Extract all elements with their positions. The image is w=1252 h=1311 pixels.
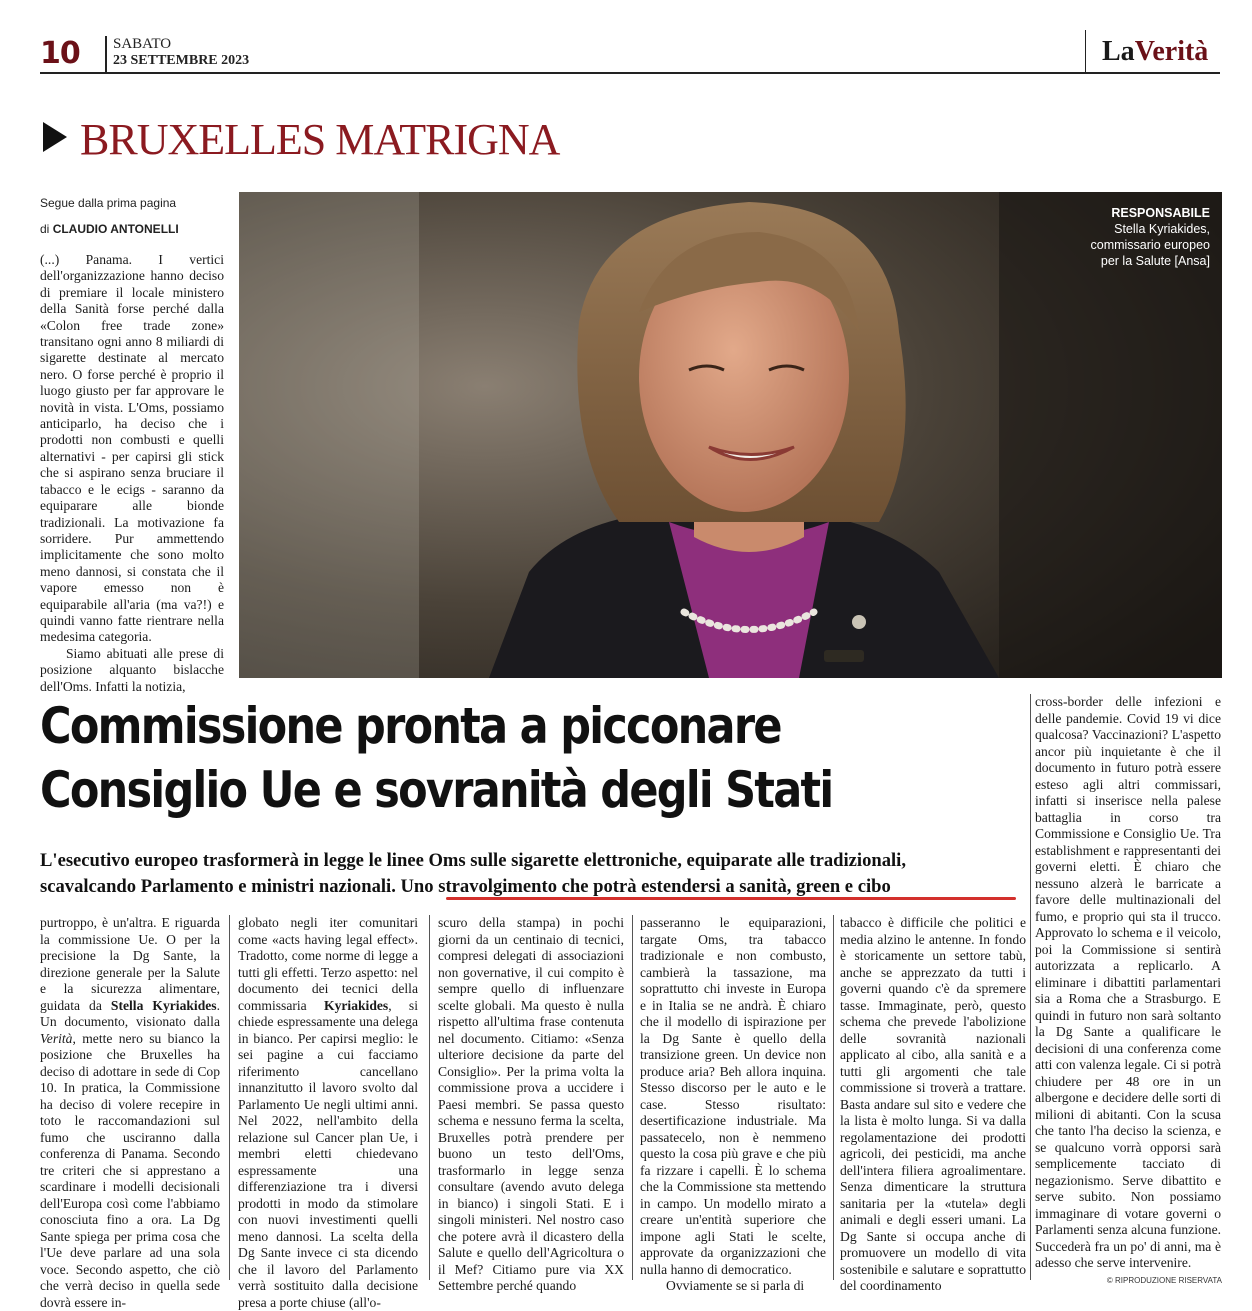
subheadline: [40, 848, 1040, 900]
section-title: BRUXELLES MATRIGNA: [80, 115, 560, 164]
column-divider: [632, 915, 633, 1280]
column-text: [40, 915, 220, 1311]
header-divider-right: [1085, 30, 1086, 74]
text-run: globato negli iter comunitari come «acts having legal effect». Tradotto, come norme di legge a tutti gli effetti. Terzo aspetto: nel documento dei tecnici della commissaria: [238, 915, 418, 1013]
column-divider: [1030, 694, 1031, 1280]
intro-paragraph: (...) Panama. I vertici dell'organizzazione hanno deciso di premiare il locale ministero della Sanità forse perché dalla «Colon free trade zone» transitano ogni anno 8 miliardi di sigarette destinate al mercato nero. O forse perché è proprio il luogo giusto per far approvare le novità in vista. L'Oms, possiamo anticiparlo, ha deciso che i prodotti non combusti e quelli alternativi - per capirsi gli stick che si aspirano senza bruciare il tabacco e le ecigs - saranno da equiparare alle bionde tradizionali. La motivazione fa sorridere. Pur ammettendo implicitamente che sono molto meno dannosi, si constata che il vapore emesso non è equiparabile all'aria (ma va?!) e quindi vanno fatte rientrare nella medesima categoria.: [40, 252, 224, 645]
intro-column: [40, 252, 224, 694]
continued-note: Segue dalla prima pagina: [40, 196, 177, 210]
column-text: [238, 915, 418, 1311]
column-text: scuro della stampa) in pochi giorni da un centinaio di tecnici, compresi delegati di associazioni non governative, il cui compito è sempre quello di influenzare scelte globali. Ma questo è nulla rispetto all'ultima frase contenuta nel documento. Citiamo: «Senza ulteriore decisione da parte del Consiglio». Per la prima volta la commissione prova a uccidere i Paesi membri. Se passa questo schema e nessuno ferma la scelta, Bruxelles potrà prendere per buono un testo dell'Oms, trasformarlo in legge senza consultare (avendo avuto delega in bianco) i singoli Stati. E i singoli ministeri. Nel nostro caso che potere avrà il dicastero della Salute e quello dell'Agricoltura o il Mef? Citiamo pure via XX Settembre perché quando: [438, 915, 624, 1293]
text-run: . Un documento, visionato dalla: [40, 997, 220, 1029]
subhead-line: L'esecutivo europeo trasformerà in legge le linee Oms sulle sigarette elettroniche, equiparate alle tradizionali,: [40, 850, 906, 871]
text-run: , si chiede espressamente una delega in bianco. Per capirsi meglio: le sei pagine a cui facciamo riferimento cancellano innanzitutto il lavoro svolto dal Parlamento Ue negli ultimi anni. Nel 2022, nell'ambito della relazione sul Cancer plan Ue, i membri eletti chiedevano espressamente una differenziazione tra i diversi prodotti in modo da stimolare con nuovi investimenti quelli meno dannosi. La scelta della Dg Sante invece ci sta dicendo che il lavoro del Parlamento verrà sostituito dalla decisione presa a porte chiuse (all'o-: [238, 997, 418, 1310]
copyright-note: © RIPRODUZIONE RISERVATA: [1106, 1276, 1222, 1285]
subhead-highlight: Uno stravolgimento che potrà estendersi a sanità, green e cibo: [400, 876, 891, 897]
article-column-right: [1035, 694, 1221, 1280]
byline: [40, 222, 179, 236]
portrait-illustration: [239, 192, 1222, 678]
caption-line: commissario europeo: [1090, 238, 1210, 252]
photo-caption: [1091, 205, 1211, 269]
column-text: cross-border delle infezioni e delle pandemie. Covid 19 vi dice qualcosa? Vaccinazioni? L'aspetto ancor più inquietante è che il documento in futuro potrà essere esteso agli altri commissari, infatti si inserisce nella palese battaglia in corso tra Commissione e Consiglio Ue. Tra establishment e rappresentanti dei governi eletti. È chiaro che nessuno alzerà le barricate a favore delle multinazionali del fumo, e proprio qui sta il trucco. Approvato lo schema e il veicolo, poi la Commissione si sentirà autorizzata a replicarlo. A eliminare i dibattiti parlamentari sia a Roma che a Strasburgo. E quindi in futuro non sarà soltanto la Dg Sante a qualificare le decisioni di una conferenza come atti con valenza legale. Ci si potrà chiudere per 48 ore in un albergone e decidere delle sorti di milioni di abitanti. Con la scusa che tanto l'ha deciso la scienza, e se qualcuno vorrà opporsi sarà semplicemente tacciato di negazionismo. Serve dibattito e serve subito. Non possiamo immaginare di votare governi o Parlamenti senza alcuna funzione. Succederà fra un po' di anni, ma è adesso che serve intervenire.: [1035, 694, 1221, 1270]
column-divider: [833, 915, 834, 1280]
author-name: CLAUDIO ANTONELLI: [52, 222, 179, 236]
header-rule: [40, 72, 1220, 74]
article-column-3: [438, 915, 624, 1293]
subhead-text: scavalcando Parlamento e ministri nazionali.: [40, 876, 396, 897]
text-run: , mette nero su bianco la posizione che Bruxelles ha deciso di adottare in sede di Cop 10. In pratica, la Commissione ha deciso di volere recepire in toto le raccomandazioni sul fumo che usciranno dalla conferenza di Panama. Secondo tre criteri che si apprestano a scardinare i modelli decisionali dell'Europa così come l'abbiamo conosciuta fino a ora. La Dg Sante spiega per prima cosa che l'Ue deve parlare ad una sola voce. Secondo aspetto, che ciò che verrà deciso in quella sede dovrà essere in-: [40, 1030, 220, 1310]
headline-line: Consiglio Ue e sovranità degli Stati: [40, 761, 833, 819]
column-text: passeranno le equiparazioni, targate Oms, tra tabacco tradizionale e non combusto, cambierà la tassazione, ma soprattutto chi investe in Europa e in Italia se ne andrà. È chiaro che il modello di ispirazione per la Dg Sante è quello della transizione green. Un device non produce aria? Beh allora inquina. Stesso discorso per le auto e le case. Stesso risultato: desertificazione industriale. Ma passatecelo, non è nemmeno questo la cosa più grave e che più fa rizzare i capelli. È lo schema che la Commissione sta mettendo in campo. Un modello mirato a creare un'entità superiore che impone agli Stati le scelte, approvate da organizzazioni che nulla hanno di democratico.: [640, 915, 826, 1277]
caption-line: per la Salute [Ansa]: [1100, 254, 1210, 268]
text-bold: Kyriakides: [324, 997, 389, 1013]
caption-label: RESPONSABILE: [1111, 206, 1210, 220]
article-photo: [239, 192, 1222, 678]
date-full: 23 SETTEMBRE 2023: [113, 53, 250, 68]
column-text: tabacco è difficile che politici e media alzino le antenne. In fondo è storicamente un settore tabù, anche se apprezzato da tutti i governi quando c'è da spremere tasse. Immaginate, però, questo schema che prevede l'abolizione delle sovranità nazionali applicato al cibo, alla sanità e a tutti gli argomenti che tale commissione si troverà a trattare. Basta andare sul sito e vedere che la lista è molto lunga. Si va dalla regolamentazione dei prodotti agricoli, dei pesticidi, ma anche dell'intera filiera agroalimentare. Senza dimenticare la struttura sanitaria per la «tutela» degli animali e degli esseri umani. La Dg Sante si occupa anche di promuovere un modello di vita sostenibile e salutare e soprattutto del coordinamento: [840, 915, 1026, 1293]
section-arrow-icon: [43, 122, 67, 152]
date-day: SABATO: [113, 36, 172, 52]
page-number: 10: [40, 36, 80, 71]
masthead-verita: Verità: [1134, 36, 1209, 67]
text-bold: Stella Kyriakides: [110, 997, 217, 1013]
article-column-4: [640, 915, 826, 1293]
column-text: Ovviamente se si parla di: [666, 1278, 805, 1293]
article-column-2: [238, 915, 418, 1310]
header-divider: [105, 36, 107, 72]
highlight-underline: [446, 897, 1016, 900]
text-italic: Verità: [40, 1030, 73, 1046]
column-divider: [429, 915, 430, 1280]
article-column-5: [840, 915, 1026, 1293]
caption-line: Stella Kyriakides,: [1114, 222, 1210, 236]
intro-paragraph: Siamo abituati alle prese di posizione alquanto bislacche dell'Oms. Infatti la notizia,: [40, 645, 224, 694]
article-column-1: [40, 915, 220, 1310]
masthead-logo: [1102, 36, 1208, 68]
headline: [40, 694, 891, 822]
headline-line: Commissione pronta a picconare: [40, 697, 781, 755]
text-run: purtroppo, è un'altra. E riguarda la commissione Ue. O per la precisione la Dg Sante, la direzione generale per la Salute e la sicurezza alimentare, guidata da: [40, 915, 220, 1013]
byline-prefix: di: [40, 222, 50, 236]
column-divider: [229, 915, 230, 1280]
masthead-la: La: [1102, 36, 1135, 67]
